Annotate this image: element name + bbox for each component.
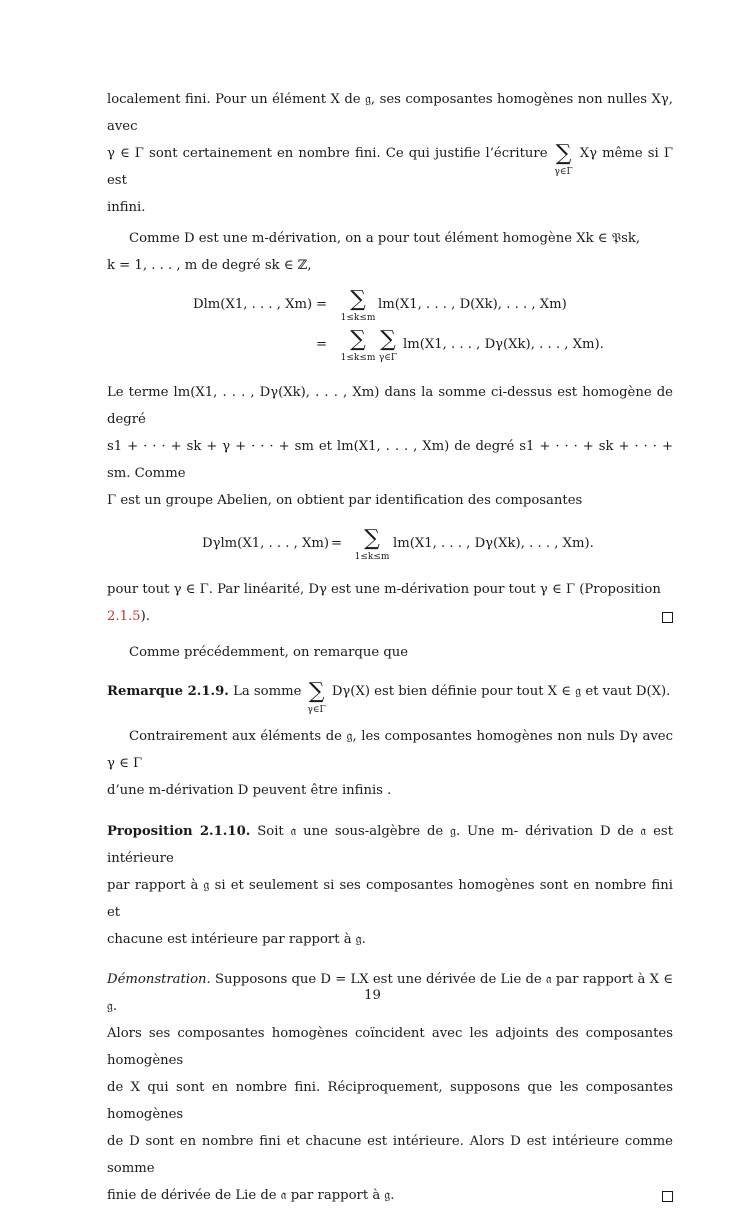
paragraph-4 [107, 576, 673, 630]
eq2-sum-sub: 1≤k≤m [354, 552, 390, 562]
eq1-sum-2a: ∑ 1≤k≤m [340, 327, 376, 363]
sum-subscript: γ∈Γ [554, 167, 573, 177]
eq1-sum2b-sub: γ∈Γ [378, 353, 398, 363]
p3-line3: Γ est un groupe Abelien, on obtient par identification des composantes [107, 493, 583, 508]
sum-symbol: ∑ γ∈Γ [554, 141, 573, 177]
page-body [107, 86, 673, 1209]
paragraph-2 [107, 225, 673, 252]
p5-text: Comme précédemment, on remarque que [129, 645, 409, 660]
paragraph-2b [107, 252, 673, 279]
proposition-2-1-10 [107, 818, 673, 953]
prop-line2: par rapport à 𝔤 si et seulement si ses composantes homogènes sont en nombre fini et [107, 878, 673, 920]
equation-2 [107, 522, 673, 572]
prop-line3: chacune est intérieure par rapport à 𝔤. [107, 932, 366, 947]
p2-line2: k = 1, . . . , m de degré sk ∈ ℤ, [107, 258, 312, 273]
proof-line2: Alors ses composantes homogènes coïncident avec les adjoints des composantes homogènes [107, 1026, 673, 1068]
p3-line2: s1 + · · · + sk + γ + · · · + sm et lm(X1, . . . , Xm) de degré s1 + · · · + sk + · · · + sm. Comme [107, 439, 673, 481]
eq2-rhs: lm(X1, . . . , Dγ(Xk), . . . , Xm). [393, 536, 594, 551]
p1-line1: localement fini. Pour un élément X de 𝔤, ses composantes homogènes non nulles Xγ, avec [107, 92, 673, 134]
remark-2-1-9 [107, 678, 673, 715]
p1-line3: infini. [107, 200, 146, 215]
paragraph-5 [107, 639, 673, 666]
eq1-sum1-sub: 1≤k≤m [340, 313, 376, 323]
eq2-equals: = [331, 536, 343, 551]
proof-line4: de D sont en nombre fini et chacune est intérieure. Alors D est intérieure comme somme [107, 1134, 673, 1176]
p6-line2: d’une m-dérivation D peuvent être infinis . [107, 783, 392, 798]
paragraph-1 [107, 86, 673, 221]
eq2-lhs: Dγlm(X1, . . . , Xm) [202, 536, 330, 551]
qed-square-1 [662, 612, 673, 623]
eq2-sum: ∑ 1≤k≤m [354, 526, 390, 562]
eq1-lhs: Dlm(X1, . . . , Xm) [193, 297, 313, 312]
p3-line1: Le terme lm(X1, . . . , Dγ(Xk), . . . , Xm) dans la somme ci-dessus est homogène de degré [107, 385, 673, 427]
eq1-equals-2: = [316, 337, 328, 352]
p6-line1: Contrairement aux éléments de 𝔤, les composantes homogènes non nuls Dγ avec γ ∈ Γ [107, 729, 673, 771]
page-number: 19 [364, 988, 381, 1003]
p2-line1: Comme D est une m-dérivation, on a pour tout élément homogène Xk ∈ 𝔓sk, [129, 231, 641, 246]
proof-line3: de X qui sont en nombre fini. Réciproquement, supposons que les composantes homogènes [107, 1080, 673, 1122]
paragraph-3 [107, 379, 673, 514]
eq1-rhs-1: lm(X1, . . . , D(Xk), . . . , Xm) [378, 297, 567, 312]
eq1-sum-1: ∑ 1≤k≤m [340, 287, 376, 323]
p1-line2a: γ ∈ Γ sont certainement en nombre fini. Ce qui justifie l’écriture [107, 146, 548, 161]
remark-sum-sub: γ∈Γ [307, 705, 326, 715]
eq1-rhs-2: lm(X1, . . . , Dγ(Xk), . . . , Xm). [403, 337, 604, 352]
proposition-ref-link[interactable]: 2.1.5 [107, 609, 141, 624]
proposition-label: Proposition 2.1.10. [107, 824, 251, 839]
proof-line1: Supposons que D = LX est une dérivée de Lie de 𝔞 par rapport à X ∈ 𝔤. [107, 972, 674, 1014]
eq1-sum2a-sub: 1≤k≤m [340, 353, 376, 363]
remark-text-1: La somme [233, 684, 302, 699]
remark-sum: ∑ γ∈Γ [307, 679, 326, 715]
proof-label: Démonstration. [107, 972, 211, 987]
equation-1 [107, 289, 673, 373]
prop-line1: Soit 𝔞 une sous-algèbre de 𝔤. Une m- dérivation D de 𝔞 est intérieure [107, 824, 673, 866]
eq1-equals-1: = [316, 297, 328, 312]
p4-line1: pour tout γ ∈ Γ. Par linéarité, Dγ est une m-dérivation pour tout γ ∈ Γ (Proposition [107, 582, 661, 597]
proof-line5: finie de dérivée de Lie de 𝔞 par rapport à 𝔤. [107, 1188, 395, 1203]
p4-line2-end: ). [140, 609, 150, 624]
qed-square-2 [662, 1191, 673, 1202]
p1-line2b: Xγ même si Γ est [107, 146, 673, 188]
paragraph-6 [107, 723, 673, 777]
paragraph-6b [107, 777, 673, 804]
remark-text-2: Dγ(X) est bien définie pour tout X ∈ 𝔤 et vaut D(X). [331, 684, 671, 699]
remark-label: Remarque 2.1.9. [107, 684, 229, 699]
eq1-sum-2b: ∑ γ∈Γ [378, 327, 398, 363]
